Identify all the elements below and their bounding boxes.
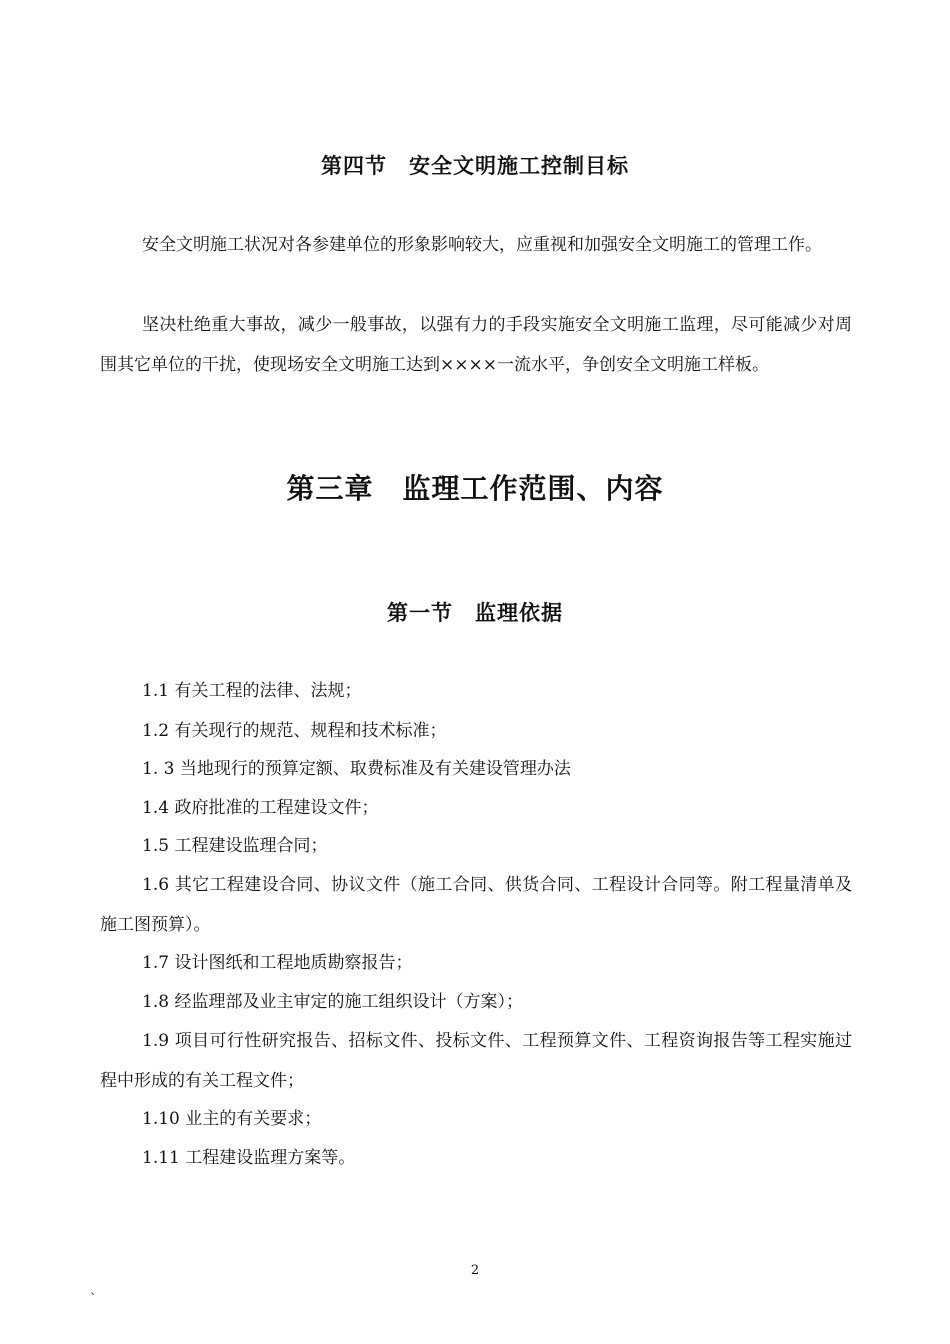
list-item: 1.8 经监理部及业主审定的施工组织设计（方案）； — [142, 992, 523, 1012]
section-heading-1: 第一节 监理依据 — [387, 601, 563, 625]
corner-mark: ` — [90, 1292, 97, 1307]
list-item: 1.11 工程建设监理方案等。 — [142, 1148, 356, 1168]
list-item: 1.1 有关工程的法律、法规； — [142, 681, 362, 701]
list-item: 1.5 工程建设监理合同； — [142, 836, 328, 856]
chapter-heading-3: 第三章 监理工作范围、内容 — [286, 472, 664, 505]
paragraph: 坚决杜绝重大事故，减少一般事故，以强有力的手段实施安全文明施工监理，尽可能减少对周围其它单位的干扰，使现场安全文明施工达到××××一流水平，争创安全文明施工样板。 — [100, 315, 852, 375]
list-item: 1.4 政府批准的工程建设文件； — [142, 798, 379, 818]
list-item: 1. 3 当地现行的预算定额、取费标准及有关建设管理办法 — [142, 759, 571, 779]
list-item: 1.2 有关现行的规范、规程和技术标准； — [142, 721, 447, 741]
section-heading-4: 第四节 安全文明施工控制目标 — [321, 154, 629, 178]
list-item: 1.7 设计图纸和工程地质勘察报告； — [142, 953, 413, 973]
paragraph: 安全文明施工状况对各参建单位的形象影响较大，应重视和加强安全文明施工的管理工作。 — [142, 235, 822, 255]
list-item: 1.10 业主的有关要求； — [142, 1109, 322, 1129]
list-item: 1.9 项目可行性研究报告、招标文件、投标文件、工程预算文件、工程资询报告等工程实施过程中形成的有关工程文件； — [100, 1031, 852, 1091]
page-number: 2 — [470, 1263, 480, 1278]
list-item: 1.6 其它工程建设合同、协议文件（施工合同、供货合同、工程设计合同等。附工程量清单及施工图预算）。 — [100, 875, 852, 935]
